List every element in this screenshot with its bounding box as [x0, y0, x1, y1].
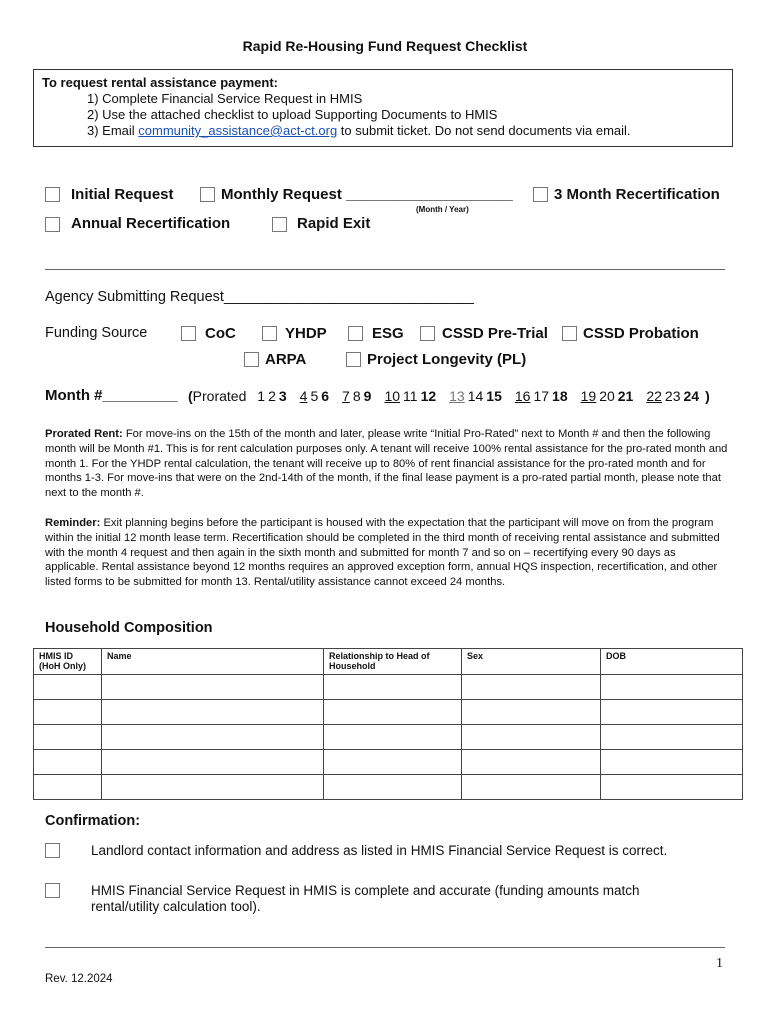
month-group	[384, 388, 436, 404]
confirmation-heading: Confirmation:	[45, 813, 141, 829]
table-cell[interactable]	[462, 700, 601, 725]
month-value-bold: 3	[278, 388, 287, 404]
page-title: Rapid Re-Housing Fund Request Checklist	[242, 38, 528, 54]
esg-label: ESG	[372, 325, 404, 342]
table-cell[interactable]	[324, 750, 462, 775]
month-value: 22	[646, 388, 662, 404]
prorated-rent-label: Prorated Rent:	[45, 428, 123, 440]
fsr-confirm-checkbox[interactable]	[45, 883, 60, 898]
table-cell[interactable]	[102, 700, 324, 725]
table-cell[interactable]	[34, 675, 102, 700]
table-cell[interactable]	[102, 750, 324, 775]
table-cell[interactable]	[324, 725, 462, 750]
rapid-exit-label: Rapid Exit	[297, 215, 371, 232]
table-row	[34, 675, 743, 700]
month-value: 17	[533, 388, 550, 404]
month-value-bold: 15	[486, 388, 502, 404]
table-cell[interactable]	[34, 725, 102, 750]
table-row	[34, 775, 743, 800]
table-cell[interactable]	[324, 775, 462, 800]
table-cell[interactable]	[601, 750, 743, 775]
funding-source-label: Funding Source	[45, 325, 148, 341]
month-value: 1	[257, 388, 266, 404]
household-heading: Household Composition	[45, 620, 213, 636]
table-cell[interactable]	[34, 750, 102, 775]
prorated-label: Prorated	[192, 388, 247, 404]
table-cell[interactable]	[601, 725, 743, 750]
rapid-exit-checkbox[interactable]	[272, 217, 287, 232]
revision-label: Rev. 12.2024	[45, 973, 113, 985]
month-value: 4	[299, 388, 308, 404]
table-cell[interactable]	[102, 775, 324, 800]
household-column-header: Sex	[462, 649, 601, 675]
instruction-step-2: 2) Use the attached checklist to upload Supporting Documents to HMIS	[87, 107, 498, 122]
month-close-paren: )	[705, 388, 710, 404]
reminder-paragraph	[45, 516, 728, 590]
month-group	[581, 388, 634, 404]
table-cell[interactable]	[34, 775, 102, 800]
reminder-label: Reminder:	[45, 517, 101, 529]
month-group	[515, 388, 568, 404]
annual-recert-label: Annual Recertification	[71, 215, 231, 232]
email-link[interactable]: community_assistance@act-ct.org	[138, 123, 338, 138]
month-value-bold: 12	[420, 388, 437, 404]
household-column-header: HMIS ID (HoH Only)	[34, 649, 102, 675]
month-value: 10	[384, 388, 401, 404]
instruction-step-1: 1) Complete Financial Service Request in HMIS	[87, 91, 363, 106]
yhdp-label: YHDP	[285, 325, 327, 342]
table-cell[interactable]	[462, 750, 601, 775]
month-open-paren: (	[188, 388, 193, 404]
monthly-request-label: Monthly Request ____________________	[221, 186, 513, 203]
landlord-confirm-text: Landlord contact information and address as listed in HMIS Financial Service Request is correct.	[91, 843, 668, 858]
step3-suffix: to submit ticket. Do not send documents via email.	[337, 123, 631, 138]
agency-field[interactable]: Agency Submitting Request_______________________________	[45, 289, 474, 305]
table-row	[34, 725, 743, 750]
month-value: 11	[403, 388, 418, 404]
cssd-pretrial-label: CSSD Pre-Trial	[442, 325, 548, 342]
table-cell[interactable]	[601, 675, 743, 700]
initial-request-label: Initial Request	[71, 186, 174, 203]
month-value: 23	[664, 388, 681, 404]
project-longevity-checkbox[interactable]	[346, 352, 361, 367]
month-group	[449, 388, 502, 404]
table-cell[interactable]	[102, 725, 324, 750]
arpa-checkbox[interactable]	[244, 352, 259, 367]
instructions-heading: To request rental assistance payment:	[42, 75, 279, 90]
three-month-recert-label: 3 Month Recertification	[554, 186, 720, 203]
month-value-bold: 6	[321, 388, 330, 404]
month-group	[646, 388, 699, 404]
table-cell[interactable]	[601, 775, 743, 800]
month-value-bold: 9	[363, 388, 372, 404]
arpa-label: ARPA	[265, 351, 307, 368]
table-cell[interactable]	[462, 675, 601, 700]
month-number-list	[188, 388, 710, 404]
month-value-bold: 18	[552, 388, 568, 404]
household-body	[34, 675, 743, 800]
landlord-confirm-checkbox[interactable]	[45, 843, 60, 858]
page-number: 1	[716, 956, 723, 971]
esg-checkbox[interactable]	[348, 326, 363, 341]
month-value: 14	[467, 388, 484, 404]
three-month-recert-checkbox[interactable]	[533, 187, 548, 202]
table-cell[interactable]	[324, 700, 462, 725]
month-groups	[253, 388, 702, 404]
month-value: 7	[342, 388, 350, 404]
household-table	[33, 648, 743, 800]
fsr-confirm-text: HMIS Financial Service Request in HMIS is complete and accurate (funding amounts match rental/utility calculation tool).	[91, 883, 640, 914]
yhdp-checkbox[interactable]	[262, 326, 277, 341]
coc-label: CoC	[205, 325, 236, 342]
household-column-header: DOB	[601, 649, 743, 675]
household-column-header: Relationship to Head of Household	[324, 649, 462, 675]
table-cell[interactable]	[324, 675, 462, 700]
prorated-rent-paragraph	[45, 427, 728, 501]
month-group	[257, 388, 286, 404]
household-header-row	[34, 649, 743, 675]
step3-prefix: 3) Email	[87, 123, 139, 138]
table-row	[34, 700, 743, 725]
month-value-bold: 21	[617, 388, 634, 404]
cssd-probation-label: CSSD Probation	[583, 325, 699, 342]
month-value: 2	[268, 388, 276, 404]
table-cell[interactable]	[34, 700, 102, 725]
reminder-text: Exit planning begins before the participant is housed with the expectation that the participant will move on from the program within the initial 12 month lease term. Recertification should be completed in the third month of receiving rental assistance and submitted with the month 4 request and then again in the sixth month and submitted for month 7 and so on – recertifying every 90 days as applicable. Rental assistance beyond 12 months requires an approved exception form, annual HQS inspection, recertification, and other listed forms to be submitted for month 13. Rental/utility assistance cannot exceed 24 months.	[45, 517, 720, 589]
month-value: 13	[449, 388, 465, 404]
monthly-request-checkbox[interactable]	[200, 187, 215, 202]
month-year-note: (Month / Year)	[416, 205, 469, 214]
table-cell[interactable]	[462, 725, 601, 750]
month-number-field[interactable]: Month #_________	[45, 387, 178, 404]
table-row	[34, 750, 743, 775]
footer-divider	[45, 947, 725, 948]
month-value: 8	[352, 388, 361, 404]
annual-recert-checkbox[interactable]	[45, 217, 60, 232]
table-cell[interactable]	[462, 775, 601, 800]
month-group	[342, 388, 371, 404]
cssd-probation-checkbox[interactable]	[562, 326, 577, 341]
table-cell[interactable]	[601, 700, 743, 725]
month-value-bold: 24	[683, 388, 700, 404]
month-value: 5	[310, 388, 319, 404]
divider-line	[45, 269, 725, 270]
coc-checkbox[interactable]	[181, 326, 196, 341]
household-column-header: Name	[102, 649, 324, 675]
prorated-rent-text: For move-ins on the 15th of the month and later, please write “Initial Pro-Rated” next to Month # and then the following month will be Month #1. This is for rent calculation purposes only. A tenant will receive 100% rental assistance for the pro-rated month and month 1. For the YHDP rental calculation, the tenant will receive up to 80% of rent financial assistance for the pro-rated month and for months 1-3. For move-ins that were on the 2nd-14th of the month, if the final lease payment is a pro-rated partial month, please note that next to the month #.	[45, 428, 728, 500]
instruction-step-3	[87, 123, 631, 138]
month-value: 19	[580, 388, 597, 404]
month-value: 20	[599, 388, 615, 404]
project-longevity-label: Project Longevity (PL)	[367, 351, 527, 368]
cssd-pretrial-checkbox[interactable]	[420, 326, 435, 341]
initial-request-checkbox[interactable]	[45, 187, 60, 202]
month-value: 16	[514, 388, 531, 404]
table-cell[interactable]	[102, 675, 324, 700]
month-group	[300, 388, 329, 404]
